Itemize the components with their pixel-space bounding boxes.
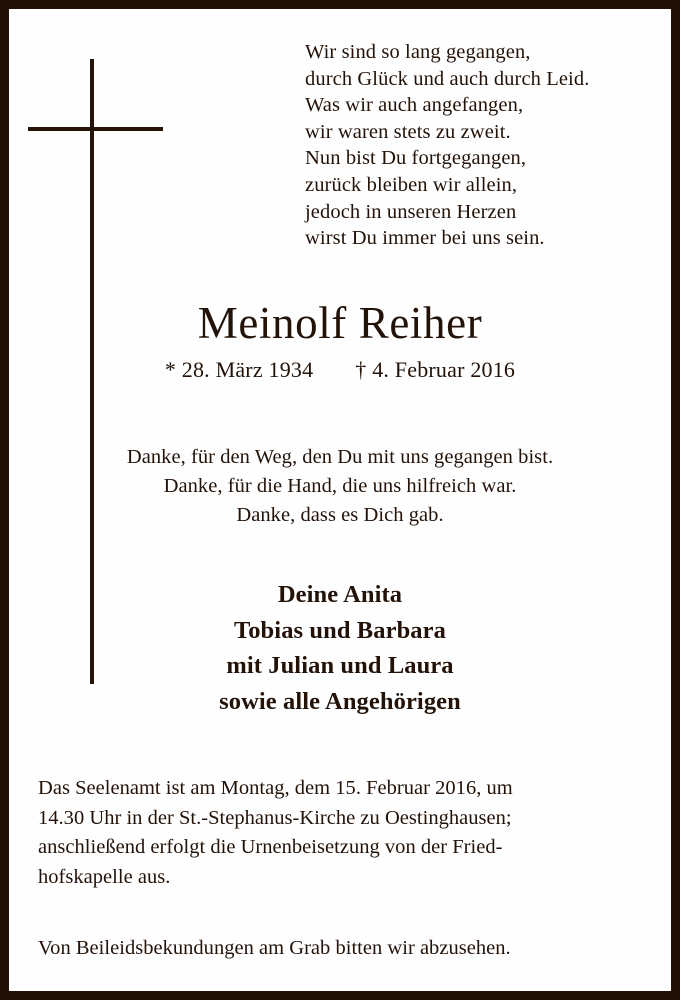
poem-line: Was wir auch angefangen, [305,94,524,117]
notice-inner [9,9,671,991]
birth-date: * 28. März 1934 [164,357,314,382]
deceased-name: Meinolf Reiher [197,298,483,348]
family-line: mit Julian und Laura [226,652,454,679]
poem-line: wir waren stets zu zweit. [305,120,511,143]
thanks-line: Danke, für den Weg, den Du mit uns gegangen bist. [126,446,554,468]
poem-line: zurück bleiben wir allein, [305,173,518,196]
service-line: Das Seelenamt ist am Montag, dem 15. Februar 2016, um [38,777,513,799]
service-line: anschließend erfolgt die Urnenbeisetzung von der Fried- [38,836,503,858]
death-date: † 4. Februar 2016 [355,357,516,382]
family-line: sowie alle Angehörigen [219,687,461,715]
poem-line: jedoch in unseren Herzen [305,200,517,223]
funeral-service-info [38,774,652,892]
life-dates [9,356,671,384]
thanks-line: Danke, dass es Dich gab. [236,504,444,526]
service-line: 14.30 Uhr in der St.-Stephanus-Kirche zu Oestinghausen; [38,806,512,829]
poem-line: wirst Du immer bei uns sein. [305,227,545,250]
poem-line: Nun bist Du fortgegangen, [305,147,527,170]
service-line: hofskapelle aus. [38,865,171,888]
bereaved-family-block [9,577,671,719]
family-line: Tobias und Barbara [234,616,446,644]
memorial-poem [305,39,665,252]
condolence-request: Von Beileidsbekundungen am Grab bitten wir abzusehen. [38,937,511,959]
cross-horizontal-bar [28,127,163,131]
poem-line: Wir sind so lang gegangen, [305,41,531,63]
thanks-block [9,443,671,530]
deceased-block [9,297,671,384]
family-line: Deine Anita [277,581,403,608]
thanks-line: Danke, für die Hand, die uns hilfreich war. [163,475,517,497]
poem-line: durch Glück und auch durch Leid. [305,67,590,90]
